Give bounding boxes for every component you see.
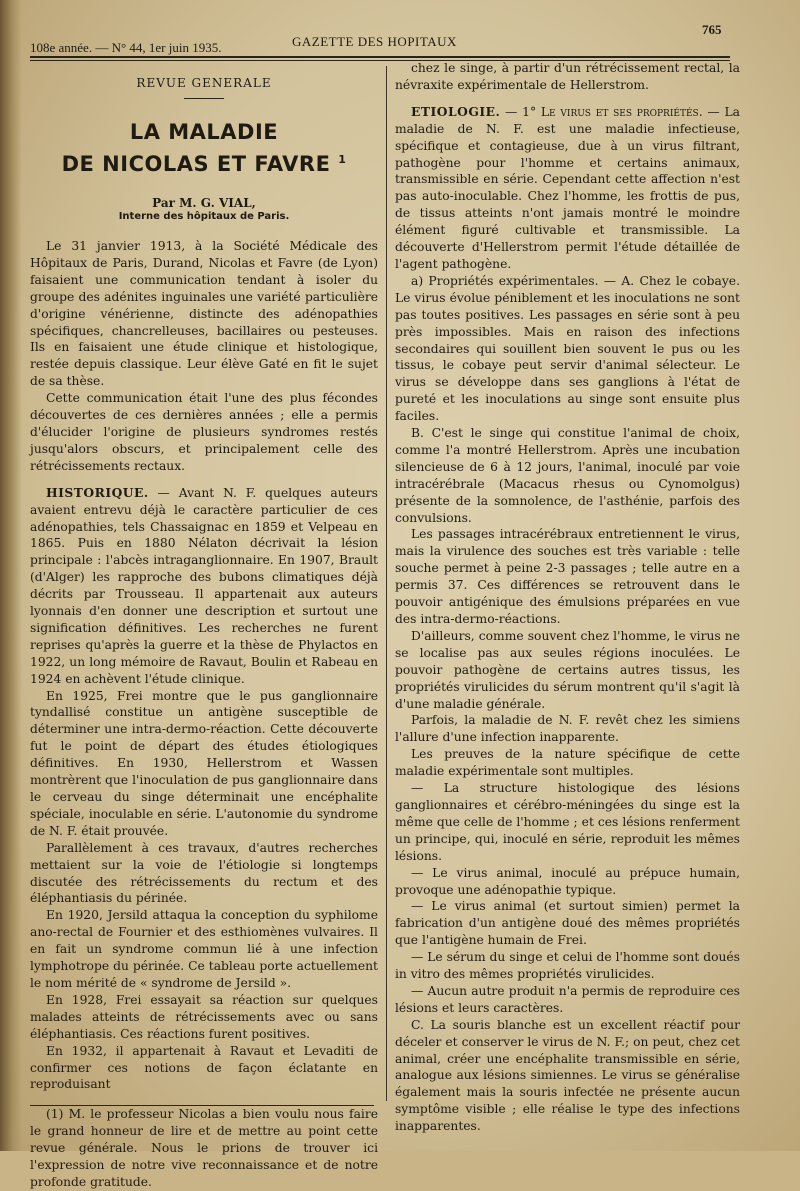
header-rule: [30, 56, 730, 58]
page-binding-edge: [0, 0, 22, 1151]
intro-paragraph-1: Le 31 janvier 1913, à la Société Médicale des Hôpitaux de Paris, Durand, Nicolas et Favre (de Lyon) faisaient une communication tendant à isoler du groupe des adénites inguinales une variété particulière d'origine vénérienne, distincte des adénopathies spécifiques, chancrelleuses, bacillaires ou pesteuses. Ils en faisaient une étude clinique et histologique, restée depuis classique. Leur élève Gaté en fit le sujet de sa thèse.: [30, 239, 378, 389]
journal-name: GAZETTE DES HOPITAUX: [292, 34, 457, 49]
intro-paragraph-2: Cette communication était l'une des plus fécondes découvertes de ces dernières années ; elle a permis d'élucider l'origine de plusieurs syndromes restés jusqu'alors obscurs, et principalement celle des rétrécissements rectaux.: [30, 391, 378, 473]
section-kicker: REVUE GENERALE: [136, 76, 272, 90]
etiologie-subheading: — 1° Le virus et ses propriétés. —: [505, 104, 720, 119]
title-line-2: DE NICOLAS ET FAVRE $^1$: [61, 152, 347, 176]
etiologie-paragraph-8: — La structure histologique des lésions ganglionnaires et cérébro-méningées du singe est la même que celle de l'homme ; et ces lésions renferment un principe, qui, inoculé en série, reproduit les mêmes lésions.: [395, 781, 740, 863]
etiologie-paragraph-6: Parfois, la maladie de N. F. revêt chez les simiens l'allure d'une infection inapparente.: [395, 713, 740, 745]
title-line-1: LA MALADIE: [129, 120, 279, 144]
etiologie-paragraph-4: Les passages intracérébraux entretiennent le virus, mais la virulence des souches est très variable : telle souche permet à peine 2-3 passages ; telle autre en a permis 37. Ces différences se retrouvent dans le pouvoir antigénique des émulsions préparées en vue des intra-dermo-réactions.: [395, 527, 740, 626]
etiologie-paragraph-13: C. La souris blanche est un excellent réactif pour déceler et conserver le virus de N. F.; on peut, chez cet animal, créer une encéphalite transmissible en série, analogue aux lésions simiennes. Le virus se généralise également mais la souris infectée ne présente aucun symptôme visible ; elle réalise le type des infections inapparentes.: [395, 1017, 740, 1134]
etiologie-paragraph-3: B. C'est le singe qui constitue l'animal de choix, comme l'a montré Hellerstrom. Après une incubation silencieuse de 6 à 12 jours, l'animal, inoculé par voie intracérébrale (Macacus rhesus ou Cynomolgus) présente de la somnolence, de l'asthénie, parfois des convulsions.: [395, 426, 740, 525]
article-title: [30, 119, 378, 178]
historique-paragraph-3: Parallèlement à ces travaux, d'autres recherches mettaient sur la voie de l'étiologie si longtemps discutée des rétrécissements du rectum et des éléphantiasis du périnée.: [30, 840, 378, 906]
footnote: (1) M. le professeur Nicolas a bien voulu nous faire le grand honneur de lire et de mettre au point cette revue générale. Nous le prions de trouver ici l'expression de notre vive reconnaissance et de notre profonde gratitude.: [30, 1107, 378, 1189]
issue-info: 108e année. — N° 44, 1er juin 1935.: [30, 40, 222, 55]
right-column: [395, 60, 740, 1135]
etiologie-heading: ETIOLOGIE.: [411, 103, 501, 119]
author-byline: Par M. G. VIAL,: [152, 196, 256, 210]
historique-paragraph-2: En 1925, Frei montre que le pus ganglionnaire tyndallisé constitue un antigène susceptible de déterminer une intra-dermo-réaction. Cette découverte fut le point de départ des études étiologiques définitives. En 1930, Hellerstrom et Wassen montrèrent que l'inoculation de pus ganglionnaire dans le cerveau du singe déterminait une encéphalite spéciale, inoculable en série. L'autonomie du syndrome de N. F. était prouvée.: [30, 688, 378, 838]
etiologie-paragraph-9: — Le virus animal, inoculé au prépuce humain, provoque une adénopathie typique.: [395, 865, 740, 897]
etiologie-paragraph-12: — Aucun autre produit n'a permis de reproduire ces lésions et leurs caractères.: [395, 983, 740, 1015]
historique-paragraph-4: En 1920, Jersild attaqua la conception du syphilome ano-rectal de Fournier et des esthiomènes vulvaires. Il en fait un syndrome commun lié à une infection lymphotrope du périnée. Ce tableau porte actuellement le nom mérité de « syndrome de Jersild ».: [30, 908, 378, 990]
etiologie-paragraph-10: — Le virus animal (et surtout simien) permet la fabrication d'un antigène doué des mêmes propriétés que l'antigène humain de Frei.: [395, 899, 740, 948]
etiologie-paragraph-1: ETIOLOGIE. — 1° Le virus et ses propriétés. — La maladie de N. F. est une maladie infectieuse, spécifique et contagieuse, due à un virus filtrant, pathogène pour l'homme et certains animaux, transmissible en série. Cependant cette affection n'est pas auto-inoculable. Chez l'homme, les frottis de pus, de tissus atteints n'ont jamais montré le moindre élément figuré cultivable et transmissible. La découverte d'Hellerstrom permit l'étude détaillée de l'agent pathogène.: [395, 103, 740, 271]
etiologie-paragraph-5: D'ailleurs, comme souvent chez l'homme, le virus ne se localise pas aux seules régions inoculées. Le pouvoir pathogène de certains autres tissus, les propriétés virulicides du sérum montrent qu'il s'agit là d'une maladie générale.: [395, 628, 740, 711]
etiologie-paragraph-2: a) Propriétés expérimentales. — A. Chez le cobaye. Le virus évolue péniblement et les inoculations ne sont pas toutes positives. Les passages en série sont à peu près impossibles. Mais en raison des infections secondaires qui souillent bien souvent le pus ou les tissus, le cobaye peut servir d'animal sélecteur. Le virus se développe dans ses ganglions à l'état de pureté et les inoculations au singe sont ensuite plus faciles.: [395, 273, 740, 424]
continued-paragraph: chez le singe, à partir d'un rétrécissement rectal, la névraxite expérimentale de Hellerstrom.: [395, 61, 740, 92]
column-divider: [386, 66, 387, 1101]
historique-heading: HISTORIQUE.: [46, 484, 149, 500]
etiologie-paragraph-7: Les preuves de la nature spécifique de cette maladie expérimentale sont multiples.: [395, 747, 740, 779]
historique-paragraph-1: HISTORIQUE. — Avant N. F. quelques auteurs avaient entrevu déjà le caractère particulier de ces adénopathies, tels Chassaignac en 1859 et Velpeau en 1865. Puis en 1880 Nélaton décrivait la lésion principale : l'abcès intraganglionnaire. En 1907, Brault (d'Alger) les rapproche des bubons climatiques déjà décrits par Trousseau. Il appartenait aux auteurs lyonnais d'en donner une description et surtout une signification définitives. Les recherches ne furent reprises qu'après la guerre et la thèse de Phylactos en 1922, un long mémoire de Ravaut, Boulin et Rabeau en 1924 en achèvent l'étude clinique.: [30, 484, 378, 686]
etiologie-paragraph-11: — Le sérum du singe et celui de l'homme sont doués in vitro des mêmes propriétés virulicides.: [395, 950, 740, 982]
author-role: Interne des hôpitaux de Paris.: [118, 211, 290, 222]
left-column: [30, 72, 378, 1191]
historique-paragraph-6: En 1932, il appartenait à Ravaut et Levaditi de confirmer ces notions de façon éclatante en reproduisant: [30, 1043, 378, 1092]
historique-paragraph-5: En 1928, Frei essayait sa réaction sur quelques malades atteints de rétrécissements avec ou sans éléphantiasis. Ces réactions furent positives.: [30, 992, 378, 1041]
footnote-mark: 1: [338, 153, 347, 166]
kicker-rule: [184, 98, 224, 99]
page-number: 765: [702, 22, 722, 37]
